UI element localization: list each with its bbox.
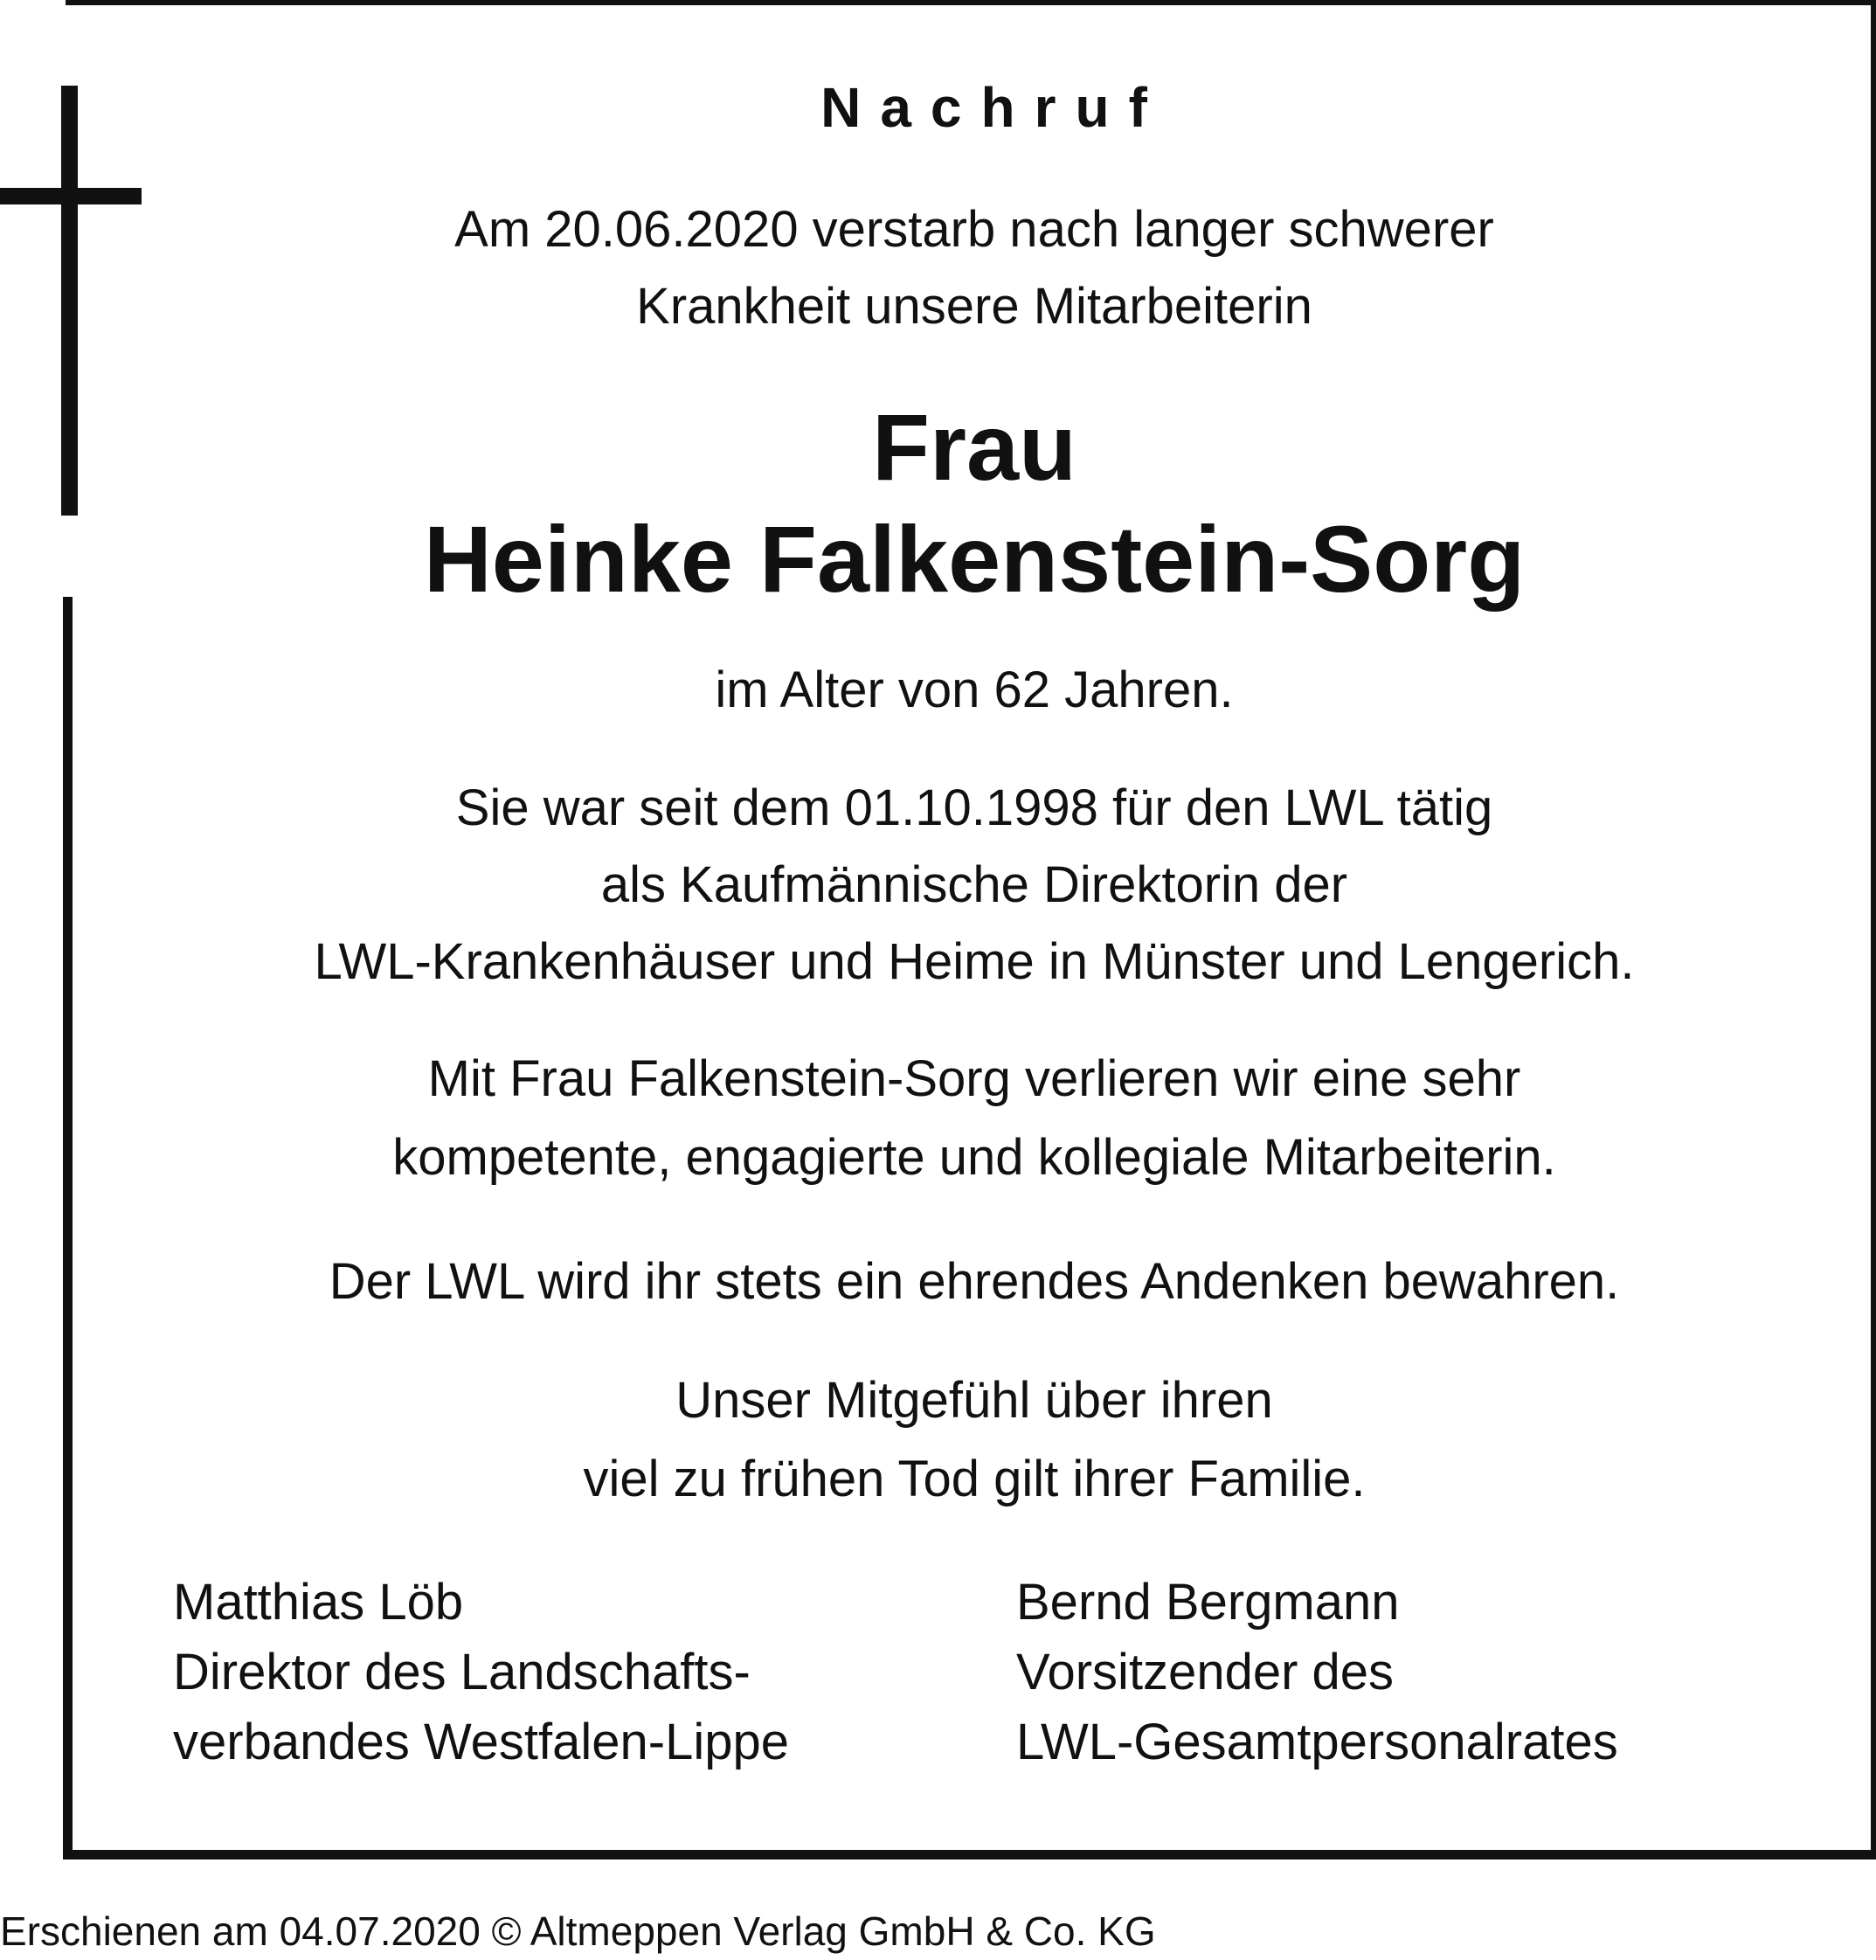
career-line-2: als Kaufmännische Direktorin der bbox=[600, 856, 1348, 913]
tribute-line-1: Mit Frau Falkenstein-Sorg verlieren wir eine sehr bbox=[427, 1050, 1521, 1107]
deceased-name: Heinke Falkenstein-Sorg bbox=[423, 506, 1526, 612]
signatory-left-role-2: verbandes Westfalen-Lippe bbox=[173, 1714, 790, 1770]
memory-line: Der LWL wird ihr stets ein ehrendes Andenken bewahren. bbox=[329, 1253, 1620, 1310]
age-line: im Alter von 62 Jahren. bbox=[715, 661, 1234, 718]
frame-bottom-border bbox=[66, 1850, 1876, 1860]
signatory-right-name: Bernd Bergmann bbox=[1016, 1574, 1400, 1631]
signatory-right bbox=[1016, 1568, 1618, 1777]
sympathy-line-2: viel zu frühen Tod gilt ihrer Familie. bbox=[583, 1451, 1366, 1507]
signatory-right-role-1: Vorsitzender des bbox=[1016, 1644, 1395, 1700]
signatory-left-role-1: Direktor des Landschafts- bbox=[173, 1644, 751, 1700]
tribute-line-2: kompetente, engagierte und kollegiale Mitarbeiterin. bbox=[392, 1129, 1556, 1186]
sympathy-line-1: Unser Mitgefühl über ihren bbox=[675, 1372, 1273, 1429]
signatory-left-name: Matthias Löb bbox=[173, 1574, 464, 1631]
intro-line-1: Am 20.06.2020 verstarb nach langer schwerer bbox=[454, 201, 1494, 258]
frame-right-border bbox=[1871, 0, 1876, 1860]
publication-footer: Erschienen am 04.07.2020 © Altmeppen Verlag GmbH & Co. KG bbox=[0, 1908, 1156, 1954]
name-title: Frau bbox=[871, 394, 1077, 500]
career-line-1: Sie war seit dem 01.10.1998 für den LWL tätig bbox=[455, 779, 1493, 836]
career-line-3: LWL-Krankenhäuser und Heime in Münster und Lengerich. bbox=[314, 933, 1635, 990]
signatory-left bbox=[173, 1568, 789, 1777]
obituary-heading: Nachruf bbox=[820, 76, 1166, 139]
frame-left-border bbox=[63, 597, 73, 1860]
intro-line-2: Krankheit unsere Mitarbeiterin bbox=[636, 278, 1312, 335]
signatory-right-role-2: LWL-Gesamtpersonalrates bbox=[1016, 1714, 1618, 1770]
cross-vertical-bar bbox=[61, 86, 78, 516]
